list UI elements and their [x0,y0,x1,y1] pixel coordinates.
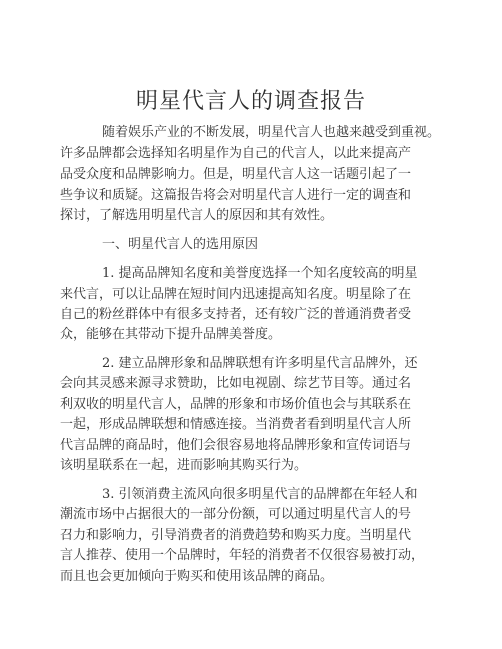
paragraph-line: 潮流市场中占据很大的一部分份额，可以通过明星代言人的号 [60,507,412,522]
section-heading: 一、明星代言人的选用原因 [102,237,259,252]
paragraph-line: 会向其灵感来源寻求赞助，比如电视剧、综艺节目等。通过名 [60,376,412,391]
paragraph-line: 来代言，可以让品牌在短时间内迅速提高知名度。明星除了在 [60,287,412,302]
paragraph-line: 利双收的明星代言人，品牌的形象和市场价值也会与其联系在 [60,397,412,412]
paragraph-line: 而且也会更加倾向于购买和使用该品牌的商品。 [60,569,334,584]
paragraph-line: 3. 引领消费主流风向很多明星代言的品牌都在年轻人和 [102,487,418,502]
paragraph-line: 众，能够在其带动下提升品牌美誉度。 [60,327,282,342]
paragraph-line: 召力和影响力，引导消费者的消费趋势和购买力度。当明星代 [60,528,412,543]
paragraph-line: 品受众度和品牌影响力。但是，明星代言人这一话题引起了一 [60,167,412,182]
paragraph-line: 代言品牌的商品时，他们会很容易地将品牌形象和宣传词语与 [60,438,412,453]
paragraph-line: 自己的粉丝群体中有很多支持者，还有较广泛的普通消费者受 [60,307,412,322]
paragraph-line: 些争议和质疑。这篇报告将会对明星代言人进行一定的调查和 [60,188,412,203]
paragraph-line: 2. 建立品牌形象和品牌联想有许多明星代言品牌外，还 [102,356,418,371]
paragraph-line: 随着娱乐产业的不断发展，明星代言人也越来越受到重视。 [102,125,441,140]
paragraph-line: 一起，形成品牌联想和情感连接。当消费者看到明星代言人所 [60,417,412,432]
paragraph-line: 言人推荐、使用一个品牌时，年轻的消费者不仅很容易被打动， [60,548,425,563]
paragraph-line: 1. 提高品牌知名度和美誉度选择一个知名度较高的明星 [102,266,418,281]
paragraph-line: 许多品牌都会选择知名明星作为自己的代言人，以此来提高产 [60,146,412,161]
paragraph-line: 该明星联系在一起，进而影响其购买行为。 [60,458,308,473]
document-title: 明星代言人的调查报告 [135,89,366,114]
paragraph-line: 探讨，了解选用明星代言人的原因和其有效性。 [60,208,334,223]
